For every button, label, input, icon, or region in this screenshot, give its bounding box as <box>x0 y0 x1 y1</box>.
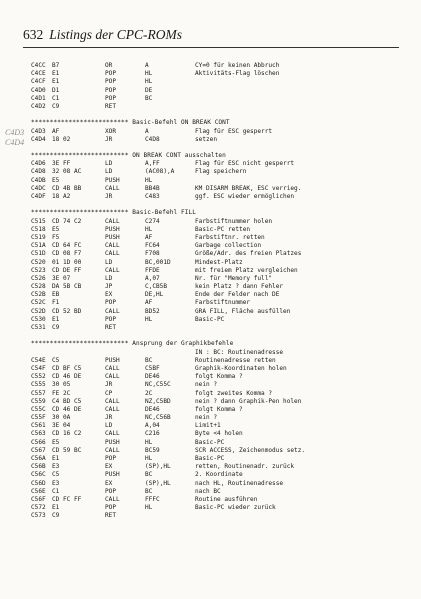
comment: GRA FILL, Fläche ausfüllen <box>195 307 291 315</box>
mnemonic: CALL <box>105 364 120 372</box>
address: C52C <box>31 299 46 307</box>
section-header-text: ************************** Basic-Befehl FILL <box>31 209 196 217</box>
opcode-bytes: D1 <box>52 86 60 94</box>
opcode-bytes: E1 <box>52 455 60 462</box>
address: C51D <box>31 250 46 258</box>
operand: F708 <box>145 250 160 258</box>
address: C4CF <box>31 78 46 86</box>
address: C56C <box>31 471 46 479</box>
mnemonic: LD <box>105 422 113 430</box>
operand: 2C <box>145 389 153 397</box>
comment: 2. Koordinate <box>195 471 243 479</box>
mnemonic: JP <box>105 283 113 291</box>
address: C4D3 <box>31 127 46 135</box>
address: C567 <box>31 446 46 454</box>
address: C566 <box>31 438 46 446</box>
address: C56B <box>31 463 46 471</box>
mnemonic: POP <box>105 504 117 512</box>
header-rule <box>23 47 399 48</box>
operand: BC <box>145 487 153 495</box>
operand: AF <box>145 233 153 241</box>
operand: BC59 <box>145 446 160 454</box>
operand: FFFC <box>145 495 160 503</box>
comment: KM DISARM BREAK, ESC verrieg. <box>195 184 302 192</box>
mnemonic: JR <box>105 414 113 422</box>
opcode-bytes: E5 <box>52 225 60 233</box>
opcode-bytes: CD 4B BB <box>52 184 82 192</box>
opcode-bytes: E1 <box>52 70 60 78</box>
operand: C4D8 <box>145 135 160 143</box>
mnemonic: JR <box>105 135 113 143</box>
comment: nach HL, Routinenadresse <box>195 479 284 487</box>
opcode-bytes: E1 <box>52 315 60 323</box>
comment: folgt zweites Komma ? <box>195 389 273 397</box>
opcode-bytes: CD DE FF <box>52 266 82 274</box>
section-header-text: ************************** Basic-Befehl ON BREAK CONT <box>31 119 230 127</box>
address: C557 <box>31 389 46 397</box>
mnemonic: POP <box>105 70 117 78</box>
opcode-bytes: C9 <box>52 324 60 331</box>
opcode-bytes: CD 46 DE <box>52 405 82 413</box>
mnemonic: POP <box>105 86 117 94</box>
operand: (SP),HL <box>145 479 171 487</box>
comment: Flag speichern <box>195 168 247 176</box>
comment: mit freiem Platz vergleichen <box>195 266 298 274</box>
address: C531 <box>31 324 46 331</box>
comment: Farbstiftnummer holen <box>195 217 273 225</box>
opcode-bytes: CD FC FF <box>52 495 82 503</box>
section-header-text: ************************** Ansprung der Graphikbefehle <box>31 340 234 348</box>
operand: BD52 <box>145 307 160 315</box>
comment: folgt Komma ? <box>195 373 243 381</box>
comment: SCR ACCESS, Zeichenmodus setz. <box>195 446 306 454</box>
comment: ggf. ESC wieder ermöglichen <box>195 193 295 200</box>
opcode-bytes: C5 <box>52 471 60 479</box>
mnemonic: CALL <box>105 307 120 315</box>
opcode-bytes: E1 <box>52 504 60 512</box>
mnemonic: XOR <box>105 127 117 135</box>
mnemonic: CALL <box>105 373 120 381</box>
mnemonic: RET <box>105 324 117 331</box>
operand: FFDE <box>145 266 160 274</box>
opcode-bytes: 18 02 <box>52 135 71 143</box>
address: C520 <box>31 258 46 266</box>
comment: retten, Routinenadr. zurück <box>195 463 295 471</box>
operand: HL <box>145 70 153 78</box>
opcode-bytes: CD 08 F7 <box>52 250 82 258</box>
address: C4D4 <box>31 135 46 143</box>
operand: BB4B <box>145 184 160 192</box>
mnemonic: POP <box>105 455 117 462</box>
operand: (SP),HL <box>145 463 171 471</box>
opcode-bytes: E5 <box>52 438 60 446</box>
operand: AF <box>145 299 153 307</box>
mnemonic: OR <box>105 62 113 69</box>
mnemonic: RET <box>105 102 117 110</box>
opcode-bytes: FE 2C <box>52 389 71 397</box>
address: C56F <box>31 495 46 503</box>
comment: Aktivitäts-Flag löschen <box>195 70 280 78</box>
mnemonic: EX <box>105 291 113 299</box>
address: C4DC <box>31 184 46 192</box>
comment: Basic-PC retten <box>195 225 251 233</box>
opcode-bytes: CD 64 FC <box>52 242 82 250</box>
mnemonic: POP <box>105 315 117 323</box>
comment: Basic-PC wieder zurück <box>195 504 276 512</box>
mnemonic: POP <box>105 487 117 495</box>
opcode-bytes: F1 <box>52 299 60 307</box>
page-title: Listings der CPC-ROMs <box>49 27 183 42</box>
operand: C,CB5B <box>145 283 168 291</box>
mnemonic: PUSH <box>105 225 120 233</box>
opcode-bytes: C1 <box>52 487 60 495</box>
opcode-bytes: 3E 07 <box>52 274 71 282</box>
opcode-bytes: F5 <box>52 233 60 241</box>
mnemonic: LD <box>105 168 113 176</box>
page-header <box>23 27 182 43</box>
opcode-bytes: C1 <box>52 94 60 102</box>
comment: Nr. für "Memory full" <box>195 274 273 282</box>
operand: BC,001D <box>145 258 171 266</box>
mnemonic: PUSH <box>105 356 120 364</box>
address: C559 <box>31 397 46 405</box>
opcode-bytes: 3E 04 <box>52 422 71 430</box>
comment: nein ? <box>195 414 218 422</box>
comment: CY=0 für keinen Abbruch <box>195 62 280 69</box>
opcode-bytes: CD 16 C2 <box>52 430 82 438</box>
operand: HL <box>145 438 153 446</box>
address: C55C <box>31 405 46 413</box>
mnemonic: PUSH <box>105 438 120 446</box>
comment: Routine ausführen <box>195 495 258 503</box>
address: C526 <box>31 274 46 282</box>
opcode-bytes: CD 52 BD <box>52 307 82 315</box>
mnemonic: LD <box>105 274 113 282</box>
address: C518 <box>31 225 46 233</box>
address: C561 <box>31 422 46 430</box>
address: C515 <box>31 217 46 225</box>
margin-note: C4D4 <box>5 138 25 147</box>
comment: setzen <box>195 135 218 143</box>
opcode-bytes: C5 <box>52 356 60 364</box>
mnemonic: CALL <box>105 397 120 405</box>
comment: Ende der Felder nach DE <box>195 291 280 299</box>
mnemonic: CP <box>105 389 113 397</box>
mnemonic: POP <box>105 299 117 307</box>
address: C4D6 <box>31 160 46 168</box>
opcode-bytes: C9 <box>52 102 60 110</box>
operand: A,07 <box>145 274 160 282</box>
operand: DE <box>145 86 153 94</box>
operand: A <box>145 127 149 135</box>
address: C56E <box>31 487 46 495</box>
address: C563 <box>31 430 46 438</box>
operand: HL <box>145 315 153 323</box>
opcode-bytes: 30 0A <box>52 414 71 422</box>
operand: HL <box>145 504 153 512</box>
address: C4D8 <box>31 168 46 176</box>
mnemonic: POP <box>105 94 117 102</box>
operand: DE46 <box>145 405 160 413</box>
comment: Flag für ESC gesperrt <box>195 127 273 135</box>
comment: nein ? <box>195 381 218 389</box>
operand: C274 <box>145 217 160 225</box>
address: C4D0 <box>31 86 46 94</box>
opcode-bytes: AF <box>52 127 60 135</box>
comment: Flag für ESC nicht gesperrt <box>195 160 295 168</box>
mnemonic: EX <box>105 479 113 487</box>
address: C4CC <box>31 62 46 69</box>
operand: DE,HL <box>145 291 164 299</box>
mnemonic: CALL <box>105 184 120 192</box>
opcode-bytes: E3 <box>52 463 60 471</box>
opcode-bytes: E1 <box>52 78 60 86</box>
comment: folgt Komma ? <box>195 405 243 413</box>
address: C51A <box>31 242 46 250</box>
mnemonic: JR <box>105 381 113 389</box>
section-header-text: ************************** ON BREAK CONT ausschalten <box>31 152 226 160</box>
opcode-bytes: 18 A2 <box>52 193 71 200</box>
opcode-bytes: C4 BD C5 <box>52 397 82 405</box>
operand: (AC08),A <box>145 168 175 176</box>
operand: C483 <box>145 193 160 200</box>
address: C4D2 <box>31 102 46 110</box>
address: C52B <box>31 291 46 299</box>
opcode-bytes: 32 08 AC <box>52 168 82 176</box>
comment: IN : BC: Routinenadresse <box>195 348 284 356</box>
comment: Limit+1 <box>195 422 221 430</box>
comment: Basic-PC <box>195 438 225 446</box>
opcode-bytes: 30 05 <box>52 381 71 389</box>
mnemonic: LD <box>105 160 113 168</box>
address: C55F <box>31 414 46 422</box>
mnemonic: EX <box>105 463 113 471</box>
mnemonic: JR <box>105 193 113 200</box>
address: C519 <box>31 233 46 241</box>
comment: Größe/Adr. des freien Platzes <box>195 250 302 258</box>
operand: FC64 <box>145 242 160 250</box>
operand: HL <box>145 225 153 233</box>
opcode-bytes: C9 <box>52 512 60 520</box>
operand: NC,C56B <box>145 414 171 422</box>
operand: A <box>145 62 149 69</box>
address: C4DF <box>31 193 46 200</box>
operand: HL <box>145 455 153 462</box>
address: C528 <box>31 283 46 291</box>
address: C573 <box>31 512 46 520</box>
mnemonic: PUSH <box>105 233 120 241</box>
comment: Graphik-Koordinaten holen <box>195 364 287 372</box>
operand: NZ,C5BD <box>145 397 171 405</box>
comment: kein Platz ? dann Fehler <box>195 283 284 291</box>
opcode-bytes: CD 59 BC <box>52 446 82 454</box>
address: C572 <box>31 504 46 512</box>
comment: Basic-PC <box>195 455 225 462</box>
mnemonic: CALL <box>105 242 120 250</box>
comment: Routinenadresse retten <box>195 356 276 364</box>
comment: nach BC <box>195 487 221 495</box>
margin-note: C4D3 <box>5 128 25 137</box>
address: C56D <box>31 479 46 487</box>
comment: Byte <4 holen <box>195 430 243 438</box>
mnemonic: CALL <box>105 250 120 258</box>
mnemonic: RET <box>105 512 117 520</box>
opcode-bytes: CD BF C5 <box>52 364 82 372</box>
address: C4DB <box>31 176 46 184</box>
address: C54E <box>31 356 46 364</box>
mnemonic: CALL <box>105 405 120 413</box>
opcode-bytes: 3E FF <box>52 160 71 168</box>
address: C523 <box>31 266 46 274</box>
opcode-bytes: EB <box>52 291 60 299</box>
address: C52D <box>31 307 46 315</box>
mnemonic: CALL <box>105 430 120 438</box>
comment: Garbage collection <box>195 242 262 250</box>
operand: A,04 <box>145 422 160 430</box>
opcode-bytes: E3 <box>52 479 60 487</box>
opcode-bytes: B7 <box>52 62 60 69</box>
operand: HL <box>145 176 153 184</box>
comment: Farbstiftnummer <box>195 299 251 307</box>
page-number: 632 <box>23 27 44 42</box>
operand: BC <box>145 471 153 479</box>
address: C4D1 <box>31 94 46 102</box>
address: C56A <box>31 455 46 462</box>
comment: Mindest-Platz <box>195 258 243 266</box>
opcode-bytes: E5 <box>52 176 60 184</box>
mnemonic: PUSH <box>105 471 120 479</box>
mnemonic: CALL <box>105 217 120 225</box>
operand: C5BF <box>145 364 160 372</box>
operand: BC <box>145 94 153 102</box>
operand: NC,C55C <box>145 381 171 389</box>
mnemonic: POP <box>105 78 117 86</box>
address: C555 <box>31 381 46 389</box>
operand: BC <box>145 356 153 364</box>
opcode-bytes: CD 74 C2 <box>52 217 82 225</box>
opcode-bytes: DA 5B CB <box>52 283 82 291</box>
comment: nein ? dann Graphik-Pen holen <box>195 397 302 405</box>
operand: HL <box>145 78 153 86</box>
address: C552 <box>31 373 46 381</box>
mnemonic: PUSH <box>105 176 120 184</box>
mnemonic: CALL <box>105 446 120 454</box>
address: C530 <box>31 315 46 323</box>
opcode-bytes: 01 1D 00 <box>52 258 82 266</box>
mnemonic: CALL <box>105 495 120 503</box>
mnemonic: CALL <box>105 266 120 274</box>
mnemonic: LD <box>105 258 113 266</box>
operand: A,FF <box>145 160 160 168</box>
address: C54F <box>31 364 46 372</box>
operand: DE46 <box>145 373 160 381</box>
address: C4CE <box>31 70 46 78</box>
comment: Farbstiftnr. retten <box>195 233 265 241</box>
comment: Basic-PC <box>195 315 225 323</box>
opcode-bytes: CD 46 DE <box>52 373 82 381</box>
operand: C216 <box>145 430 160 438</box>
